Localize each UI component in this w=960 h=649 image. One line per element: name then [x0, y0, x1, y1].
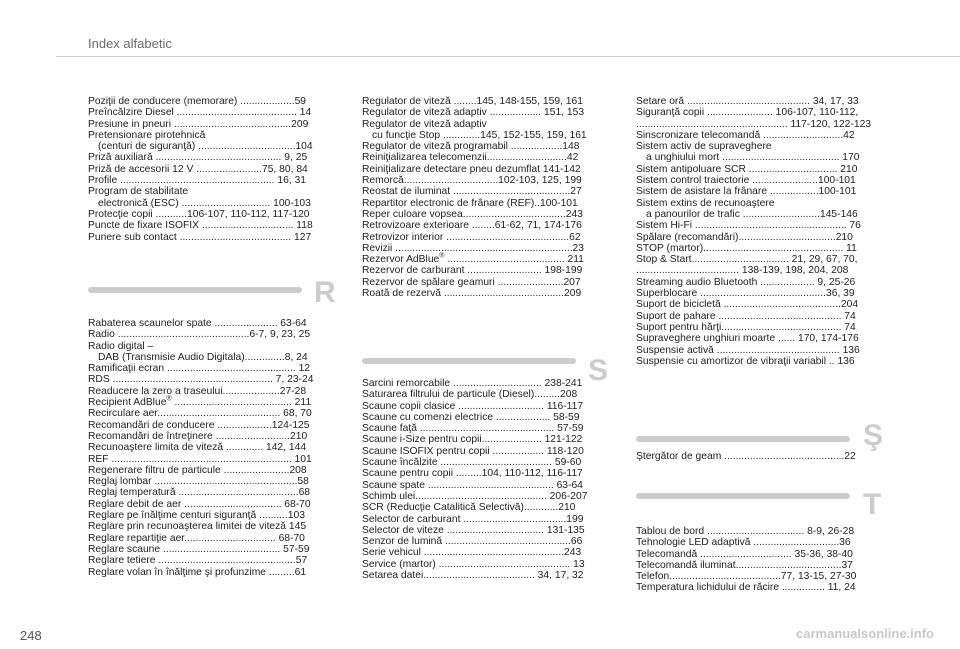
index-entry: Retrovizoare exterioare ........61-62, 71, 174-176	[362, 220, 582, 232]
index-entry: Streaming audio Bluetooth ................... 9, 25-26	[636, 276, 856, 288]
index-entry: DAB (Transmisie Audio Digitala)..............8, 24	[98, 351, 308, 363]
index-entry: Serie vehicul .................................................243	[362, 547, 582, 559]
index-entry: Telecomandă ................................ 35-36, 38-40	[636, 548, 853, 560]
section-divider-sh	[636, 436, 850, 442]
index-entry: Rezervor AdBlue® ......................................... 211	[362, 252, 584, 266]
index-entry: Retrovizor interior ...........................................62	[362, 231, 581, 243]
index-entry: Reiniţializarea telecomenzii............................42	[362, 152, 579, 164]
index-entry: Sistem control traiectorie .......................100-101	[636, 175, 856, 187]
index-entry: Schimb ulei.............................................. 206-207	[362, 490, 588, 502]
index-entry: Suspensie cu amortizor de vibraţii variabil .. 136	[636, 355, 855, 367]
index-entry: Suport de bicicletă .........................................204	[636, 299, 859, 311]
index-entry: Supraveghere unghiuri moarte ...... 170, 174-176	[636, 333, 859, 345]
index-column-s-2	[362, 378, 614, 581]
section-letter-r: R	[314, 276, 336, 309]
section-letter-s: S	[588, 354, 609, 387]
index-entry: STOP (martor)................................................. 11	[636, 242, 857, 254]
index-entry: Reglare volan în înălţime şi profunzime .........61	[88, 566, 307, 578]
index-entry: Recirculare aer........................................... 68, 70	[88, 408, 312, 420]
section-divider-r	[88, 287, 302, 293]
index-entry: Radio ..............................................6-7, 9, 23, 25	[88, 329, 311, 341]
index-entry: a panourilor de trafic ...........................145-146	[646, 208, 858, 220]
index-entry: ..................................................... 117-120, 122-123	[636, 118, 872, 130]
index-entry: (centuri de siguranţă) ..................................104	[98, 141, 313, 153]
index-entry: Scaune spate ............................................ 63-64	[362, 479, 583, 491]
index-entry: Selector de viteze .................................. 131-135	[362, 524, 585, 536]
index-entry: Scaune pentru copii .........104, 110-112, 116-117	[362, 468, 583, 480]
index-entry: Temperatura lichidului de răcire ............... 11, 24	[636, 582, 856, 594]
index-entry: Reglare debit de aer .................................. 68-70	[88, 498, 311, 510]
index-entry: Sistem de asistare la frânare .................100-101	[636, 186, 857, 198]
index-column-t-3	[636, 526, 892, 594]
index-entry: Suport pentru hărţi.......................................... 74	[636, 321, 856, 333]
index-entry: Priză de accesorii 12 V .......................75, 80, 84	[88, 163, 308, 175]
index-entry: Ramificaţii ecran ............................................. 12	[88, 363, 311, 375]
index-entry: Roată de rezervă ..........................................209	[362, 288, 582, 300]
index-entry: Reiniţializare detectare pneu dezumflat 141-142	[362, 163, 581, 175]
index-column-sh-3	[636, 451, 892, 462]
index-entry: Reglare pe înălţime centuri siguranţă ..........103	[88, 510, 305, 522]
section-divider-t	[636, 493, 850, 499]
index-entry: Scaune copii clasice .............................. 116-117	[362, 400, 584, 412]
index-entry: Spălare (recomandări)..................................210	[636, 231, 853, 243]
index-entry: Poziţii de conducere (memorare) ...................59	[88, 96, 307, 107]
index-entry: Recipient AdBlue® ......................................... 211	[88, 395, 312, 409]
index-column-p	[88, 96, 340, 243]
index-entry: Sinscronizare telecomandă ............................42	[636, 129, 855, 141]
page-number: 248	[20, 628, 42, 643]
index-entry: Sistem antipoluare SCR ............................... 210	[636, 163, 858, 175]
index-entry: Scaune i-Size pentru copii..................... 121-122	[362, 434, 583, 446]
index-entry: Reper culoare vopsea....................................243	[362, 208, 583, 220]
index-entry: Reglaj temperatură ..........................................68	[88, 487, 311, 499]
index-entry: Rezervor de spălare geamuri .......................207	[362, 276, 581, 288]
index-entry: Telecomandă iluminat.....................................37	[636, 559, 853, 571]
index-entry: RDS ........................................................ 7, 23-24	[88, 374, 314, 386]
index-entry: Presiune in pneuri .........................................209	[88, 118, 309, 130]
index-column-r-2	[362, 96, 614, 299]
index-entry: Senzor de lumină ............................................66	[362, 536, 583, 548]
index-entry: Siguranţă copii ....................... 106-107, 110-112,	[636, 107, 859, 119]
index-entry: Regulator de viteză programabil ..................148	[362, 141, 580, 153]
index-entry: Reglaj lombar ..................................................58	[88, 476, 309, 488]
index-entry: Ştergător de geam ..........................................22	[636, 451, 856, 462]
index-entry: Regulator de viteză ........145, 148-155, 159, 161	[362, 96, 583, 107]
index-entry: Radio digital –	[88, 340, 154, 352]
index-column-r-1	[88, 318, 340, 578]
index-entry: Recomandări de întreţinere ..........................210	[88, 430, 308, 442]
index-entry: Sarcini remorcabile ............................... 238-241	[362, 378, 583, 389]
index-entry: Reglare repartiţie aer................................ 68-70	[88, 532, 305, 544]
index-entry: Recunoaştere limita de viteză ............. 142, 144	[88, 442, 307, 454]
index-entry: Rabaterea scaunelor spate ...................... 63-64	[88, 318, 307, 329]
index-entry: Remorcă.................................102-103, 125, 199	[362, 175, 582, 187]
index-entry: Protecţie copii ...........106-107, 110-112, 117-120	[88, 208, 310, 220]
index-entry: a unghiului mort ......................................... 170	[646, 152, 860, 164]
index-entry: Scaune încălzite ....................................... 59-60	[362, 457, 582, 469]
index-entry: Priză auxiliară ............................................ 9, 25	[88, 152, 308, 164]
index-entry: Saturarea filtrului de particule (Diesel).........208	[362, 389, 578, 401]
watermark: carmanualsonline.info	[796, 626, 934, 641]
index-entry: Reostat de iluminat .........................................27	[362, 186, 582, 198]
index-entry: Sistem extins de recunoaştere	[636, 197, 775, 209]
index-entry: Scaune faţă ............................................... 57-59	[362, 423, 584, 435]
index-entry: Readucere la zero a traseului....................27-28	[88, 385, 307, 397]
section-divider-s	[362, 358, 576, 364]
index-entry: Setarea datei....................................... 34, 17, 32	[362, 570, 584, 582]
section-letter-sh: Ş	[863, 419, 884, 452]
index-column-s-3	[636, 96, 892, 367]
index-entry: Tehnologie LED adaptivă ..............................36	[636, 537, 851, 549]
index-entry: Superblocare ............................................36, 39	[636, 288, 855, 300]
index-entry: Regenerare filtru de particule .......................208	[88, 464, 307, 476]
index-entry: Profile ...................................................... 16, 31	[88, 175, 307, 187]
index-entry: Service (martor) .............................................. 13	[362, 558, 585, 570]
index-entry: Reglare prin recunoaşterea limitei de viteză 145	[88, 521, 307, 533]
index-entry: Suport de pahare ........................................... 74	[636, 310, 856, 322]
index-entry: Punere sub contact ....................................... 127	[88, 231, 312, 243]
index-entry: cu funcţie Stop .............145, 152-155, 159, 161	[372, 129, 587, 141]
index-entry: Pretensionare pirotehnică	[88, 129, 206, 141]
index-entry: Revizii ..............................................................23	[362, 242, 585, 254]
index-entry: Program de stabilitate	[88, 186, 189, 198]
index-entry: Reglare scaune ......................................... 57-59	[88, 543, 310, 555]
index-entry: electronică (ESC) ............................... 100-103	[98, 197, 311, 209]
index-entry: Reglare tetiere ................................................57	[88, 555, 308, 567]
index-entry: REF ............................................................... 101	[88, 453, 312, 465]
index-entry: Setare oră ........................................... 34, 17, 33	[636, 96, 859, 107]
index-entry: Regulator de viteză adaptiv	[362, 118, 487, 130]
index-entry: .................................... 138-139, 198, 204, 208	[636, 265, 849, 277]
index-entry: Repartitor electronic de frânare (REF)..100-101	[362, 197, 578, 209]
index-entry: Selector de carburant ....................................199	[362, 513, 584, 525]
index-entry: Scaune ISOFIX pentru copii .................. 118-120	[362, 445, 584, 457]
index-entry: Suspensie activă ........................................... 136	[636, 344, 860, 356]
index-entry: Puncte de fixare ISOFIX ................................ 118	[88, 220, 313, 232]
index-entry: Regulator de viteză adaptiv .................. 151, 153	[362, 107, 585, 119]
index-entry: Scaune cu comenzi electrice ................... 58-59	[362, 411, 580, 423]
index-entry: Recomandări de conducere ...................124-125	[88, 419, 310, 431]
index-entry: Telefon.......................................77, 13-15, 27-30	[636, 571, 857, 583]
index-entry: Sistem activ de supraveghere	[636, 141, 772, 153]
index-entry: Stop & Start.................................. 21, 29, 67, 70,	[636, 254, 858, 266]
index-entry: Preîncălzire Diesel .......................................... 14	[88, 107, 312, 119]
index-entry: Rezervor de carburant .......................... 198-199	[362, 265, 583, 277]
index-entry: SCR (Reducţie Catalitică Selectivă)............210	[362, 502, 576, 514]
header-rule	[56, 56, 960, 57]
index-entry: Tablou de bord .................................. 8-9, 26-28	[636, 526, 855, 537]
section-letter-t: T	[863, 488, 882, 521]
index-entry: Sistem Hi-Fi ..................................................... 76	[636, 220, 861, 232]
page-header-title: Index alfabetic	[88, 36, 172, 51]
